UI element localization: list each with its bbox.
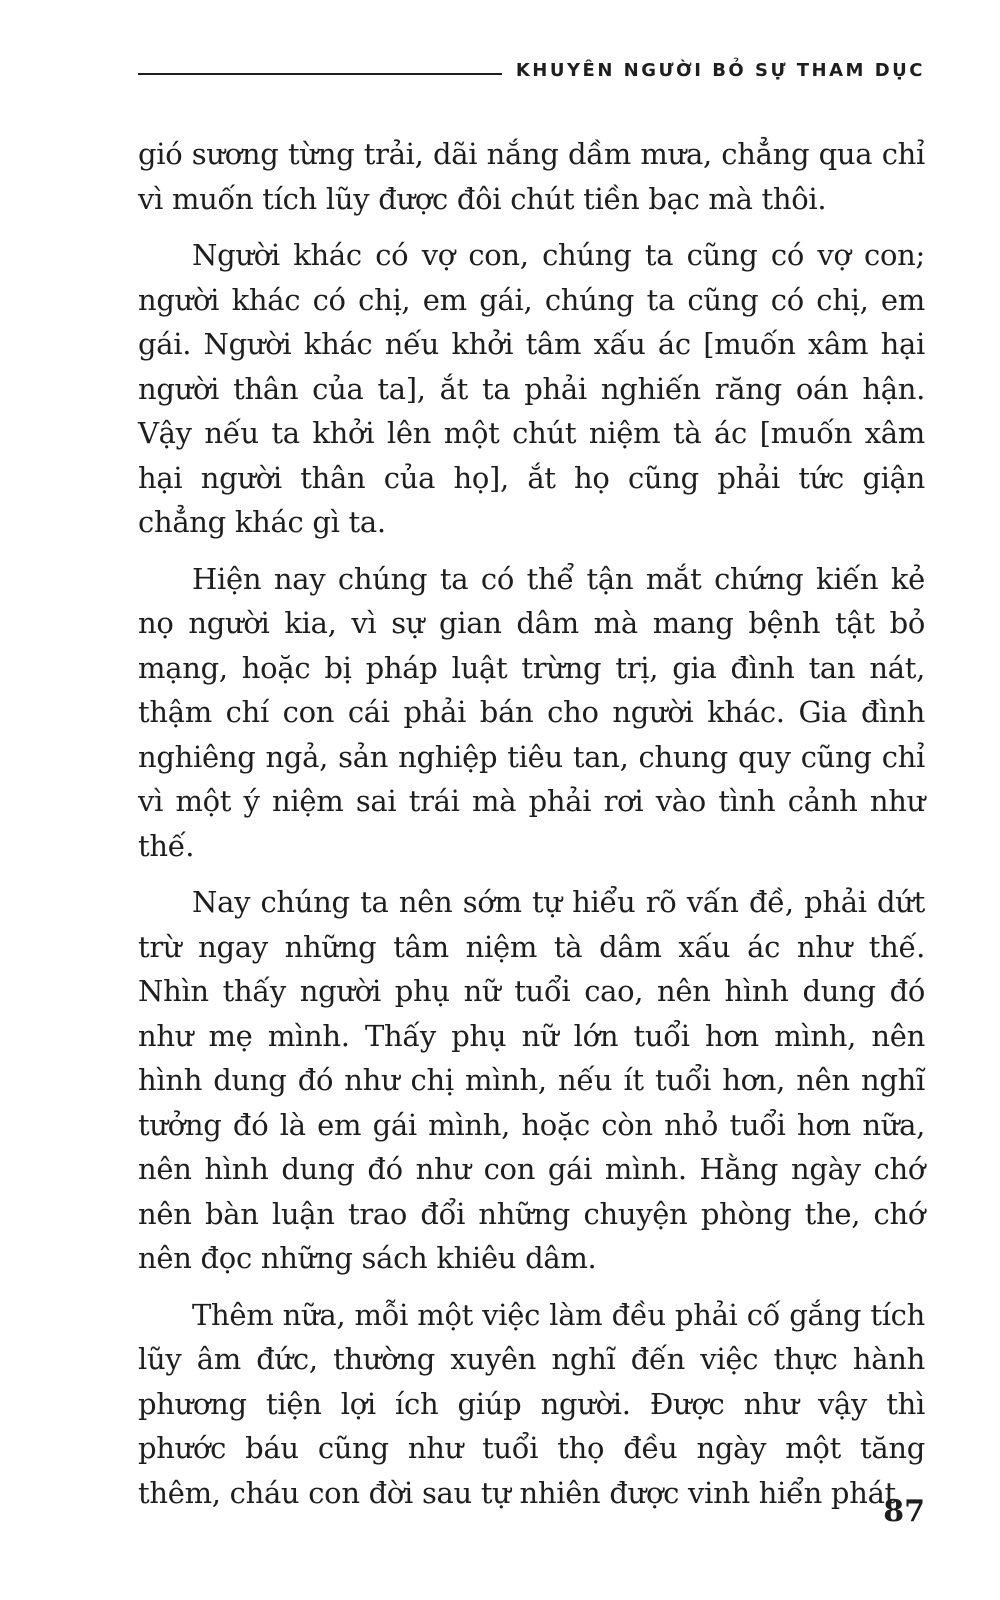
paragraph-1: gió sương từng trải, dãi nắng dầm mưa, chẳng qua chỉ vì muốn tích lũy được đôi chút tiền bạc mà thôi.: [138, 137, 925, 216]
running-header: [138, 60, 925, 81]
header-rule: [138, 73, 502, 75]
paragraph-5: Thêm nữa, mỗi một việc làm đều phải cố gắng tích lũy âm đức, thường xuyên nghĩ đến việc thực hành phương tiện lợi ích giúp người. Được như vậy thì phước báu cũng như tuổi thọ đều ngày một tăng thêm, cháu con đời sau tự nhiên được vinh hiển phát: [138, 1297, 925, 1510]
body-text: [138, 132, 925, 1527]
paragraph-2: Người khác có vợ con, chúng ta cũng có vợ con; người khác có chị, em gái, chúng ta cũng có chị, em gái. Người khác nếu khởi tâm xấu ác [muốn xâm hại người thân của ta], ắt ta phải nghiến răng oán hận. Vậy nếu ta khởi lên một chút niệm tà ác [muốn xâm hại người thân của họ], ắt họ cũng phải tức giận chẳng khác gì ta.: [138, 238, 925, 539]
page-number: 87: [883, 1494, 925, 1529]
running-title: KHUYÊN NGƯỜI BỎ SỰ THAM DỤC: [515, 60, 925, 81]
paragraph-3: Hiện nay chúng ta có thể tận mắt chứng kiến kẻ nọ người kia, vì sự gian dâm mà mang bệnh tật bỏ mạng, hoặc bị pháp luật trừng trị, gia đình tan nát, thậm chí con cái phải bán cho người khác. Gia đình nghiêng ngả, sản nghiệp tiêu tan, chung quy cũng chỉ vì một ý niệm sai trái mà phải rơi vào tình cảnh như thế.: [138, 561, 925, 863]
paragraph-4: Nay chúng ta nên sớm tự hiểu rõ vấn đề, phải dứt trừ ngay những tâm niệm tà dâm xấu ác như thế. Nhìn thấy người phụ nữ tuổi cao, nên hình dung đó như mẹ mình. Thấy phụ nữ lớn tuổi hơn mình, nên hình dung đó như chị mình, nếu ít tuổi hơn, nên nghĩ tưởng đó là em gái mình, hoặc còn nhỏ tuổi hơn nữa, nên hình dung đó như con gái mình. Hằng ngày chớ nên bàn luận trao đổi những chuyện phòng the, chớ nên đọc những sách khiêu dâm.: [138, 885, 925, 1275]
